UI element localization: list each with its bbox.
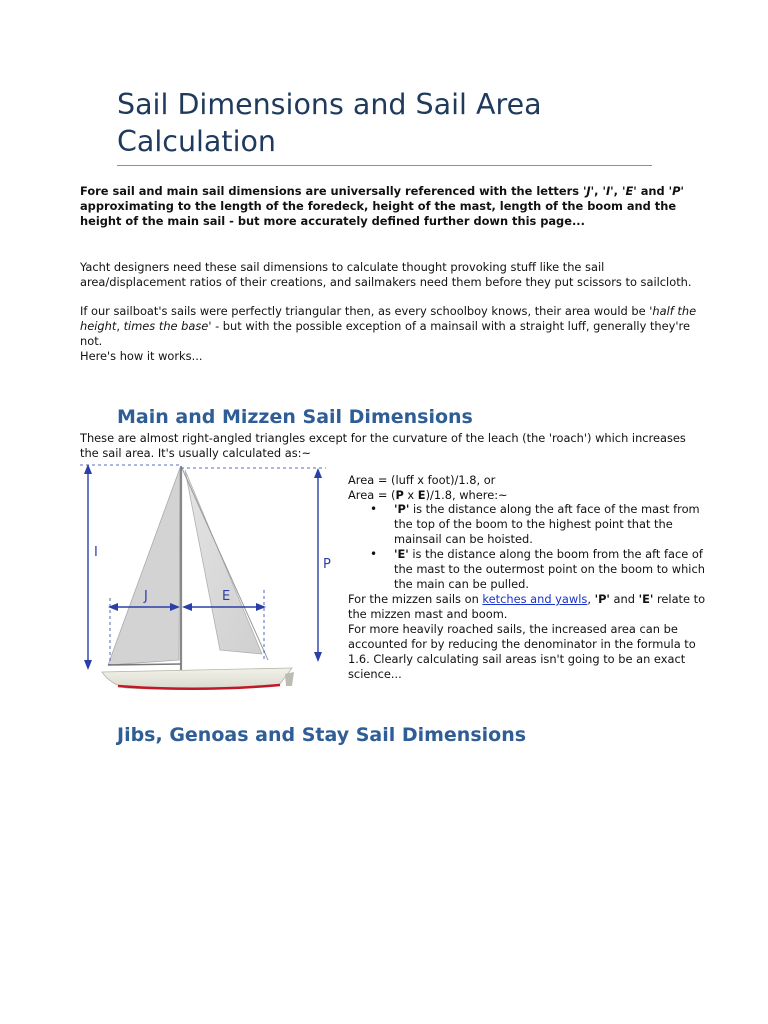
formula-luff-foot: Area = (luff x foot)/1.8, or (348, 473, 496, 487)
page-title: Sail Dimensions and Sail Area Calculation (117, 88, 542, 158)
paragraph-right-angled: These are almost right-angled triangles except for the curvature of the leach (the 'roach') which increases the sail area. It's usually calculated as:~ (80, 431, 686, 460)
dimension-list (348, 502, 708, 592)
jib-shape (185, 470, 262, 654)
p-label: P (323, 557, 331, 572)
i-label: I (94, 545, 98, 560)
e-label: E (222, 589, 231, 604)
heading-jibs-genoas: Jibs, Genoas and Stay Sail Dimensions (117, 724, 527, 746)
list-item: • 'P' is the distance along the aft face of the mast from the top of the boom to the highest point that the mainsail can be hoisted. (370, 502, 700, 546)
mainsail-shape (108, 468, 180, 665)
paragraph-mizzen: For the mizzen sails on ketches and yawls, 'P' and 'E' relate to the mizzen mast and boom. (348, 592, 706, 621)
heading-main-mizzen: Main and Mizzen Sail Dimensions (117, 406, 473, 428)
paragraph-how-it-works: Here's how it works... (80, 349, 203, 363)
boom-line (108, 664, 181, 665)
paragraph-roached: For more heavily roached sails, the increased area can be accounted for by reducing the denominator in the formula to 1.6. Clearly calculating sail areas isn't going to be an exact science... (348, 622, 696, 681)
formula-p-e: Area = (P x E)/1.8, where:~ (348, 488, 508, 502)
ketches-yawls-link[interactable]: ketches and yawls (482, 592, 588, 606)
list-item: • 'E' is the distance along the boom from the aft face of the mast to the outermost point on the boom to which the main can be pulled. (370, 547, 705, 591)
paragraph-triangular: If our sailboat's sails were perfectly triangular then, as every schoolboy knows, their area would be 'half the height, times the base' - but with the possible exception of a mainsail with a straight luff, generally they're not. (80, 304, 697, 348)
sailboat-diagram (80, 460, 340, 696)
paragraph-designers: Yacht designers need these sail dimensions to calculate thought provoking stuff like the sail area/displacement ratios of their creations, and sailmakers need them before they put scissors to sailcloth. (80, 260, 692, 289)
rudder-shape (285, 672, 294, 686)
j-label: J (144, 589, 148, 604)
title-divider (117, 165, 652, 166)
intro-paragraph: Fore sail and main sail dimensions are universally referenced with the letters 'J', 'I', 'E' and 'P' approximating to the length of the foredeck, height of the mast, length of the boom and the height of the main sail - but more accurately defined further down this page... (80, 184, 684, 228)
